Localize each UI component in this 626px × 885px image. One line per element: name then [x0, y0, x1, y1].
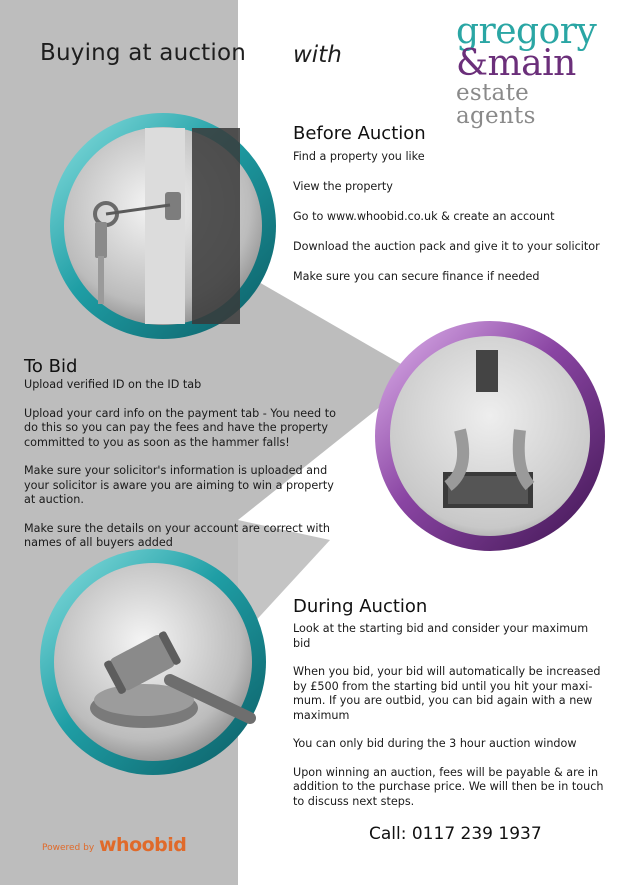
gregory-main-logo [456, 11, 616, 129]
to-bid-item: Make sure your solicitor's information is uploaded and your solicitor is aware you are aiming to win a property at auction. [24, 464, 334, 506]
before-item: Go to www.whoobid.co.uk & create an account [293, 210, 555, 223]
call-phone-number: Call: 0117 239 1937 [369, 824, 542, 844]
gavel-photo-circle [40, 549, 266, 775]
before-item: Find a property you like [293, 150, 425, 163]
whoobid-logo: whoobid [99, 834, 187, 856]
before-item: Download the auction pack and give it to your solicitor [293, 240, 600, 253]
before-item: Make sure you can secure finance if needed [293, 270, 540, 283]
logo-main-word: main [487, 43, 576, 84]
keys-photo-circle [50, 113, 276, 339]
during-item: Upon winning an auction, fees will be payable & are in addition to the purchase price. We will then be in touch to discuss next steps. [293, 765, 604, 808]
during-item: When you bid, your bid will automatically be increased by £500 from the starting bid until you hit your maxi-mum. If you are outbid, you can bid again with a new maximum [293, 665, 601, 722]
laptop-photo-circle [375, 321, 605, 551]
during-auction-list [293, 622, 605, 823]
logo-line-estate-agents: estate agents [456, 80, 536, 129]
during-auction-heading: During Auction [293, 596, 428, 617]
before-auction-heading: Before Auction [293, 123, 426, 144]
logo-line-gregory: gregory [456, 11, 597, 52]
before-item: View the property [293, 180, 393, 193]
to-bid-heading: To Bid [24, 356, 78, 377]
during-item: You can only bid during the 3 hour auction window [293, 737, 577, 750]
page-title: Buying at auction [40, 40, 247, 66]
to-bid-list [24, 378, 344, 565]
to-bid-item: Make sure the details on your account are correct with names of all buyers added [24, 521, 330, 549]
powered-by-label: Powered by [42, 843, 95, 853]
logo-ampersand: & [456, 43, 488, 84]
during-item: Look at the starting bid and consider your maximum bid [293, 622, 589, 650]
to-bid-item: Upload your card info on the payment tab - You need to do this so you can pay the fees and have the property committed to you as soon as the hammer falls! [24, 406, 336, 449]
to-bid-item: Upload verified ID on the ID tab [24, 378, 202, 391]
before-auction-list [293, 150, 613, 300]
title-suffix: with [293, 42, 342, 68]
